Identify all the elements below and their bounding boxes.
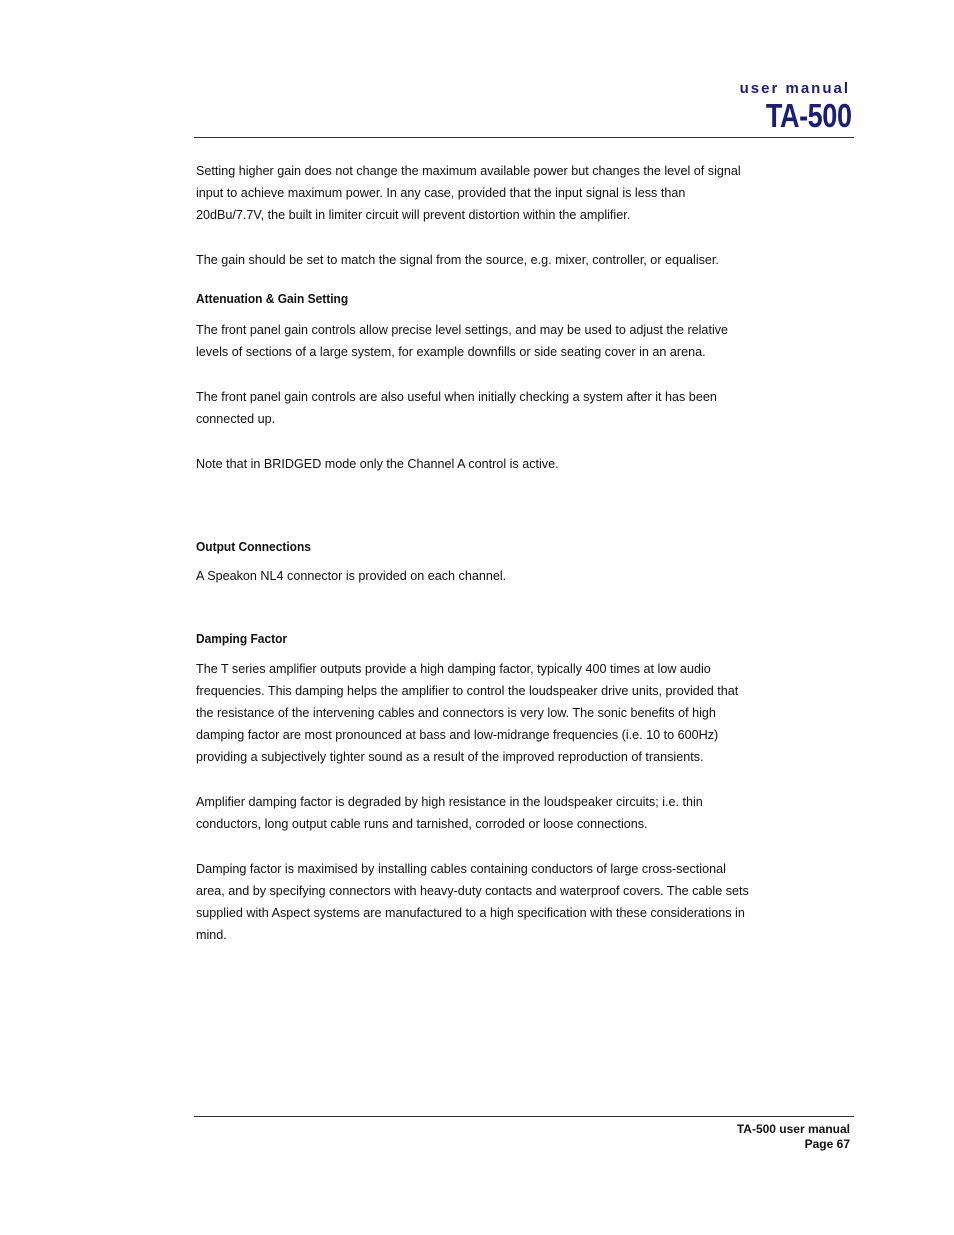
header-divider bbox=[194, 137, 854, 138]
footer bbox=[737, 1122, 850, 1152]
footer-divider bbox=[194, 1116, 854, 1117]
paragraph-damping-maximised: Damping factor is maximised by installing cables containing conductors of large cross-sectional area, and by specifying connectors with heavy-duty contacts and waterproof covers. The cable sets supplied with Aspect systems are manufactured to a high specification with these considerations in mind. bbox=[196, 862, 749, 942]
paragraph-bridged: Note that in BRIDGED mode only the Channel A control is active. bbox=[196, 457, 559, 471]
paragraph-gain-source: The gain should be set to match the signal from the source, e.g. mixer, controller, or equaliser. bbox=[196, 253, 719, 267]
paragraph-checking: The front panel gain controls are also useful when initially checking a system after it has been connected up. bbox=[196, 390, 717, 426]
page-content bbox=[196, 160, 756, 946]
paragraph-front-panel: The front panel gain controls allow precise level settings, and may be used to adjust the relative levels of sections of a large system, for example downfills or side seating cover in an arena. bbox=[196, 323, 729, 359]
header-subtitle: user manual bbox=[739, 80, 850, 97]
heading-attenuation: Attenuation & Gain Setting bbox=[196, 291, 349, 306]
footer-page-number: Page 67 bbox=[804, 1137, 850, 1151]
paragraph-damping-intro: The T series amplifier outputs provide a high damping factor, typically 400 times at low audio frequencies. This damping helps the amplifier to control the loudspeaker drive units, provided that the resistance of the intervening cables and connectors is very low. The sonic benefits of high damping factor are most pronounced at bass and low-midrange frequencies (i.e. 10 to 600Hz) providing a subjectively tighter sound as a result of the improved reproduction of transients. bbox=[196, 662, 739, 764]
heading-damping-factor: Damping Factor bbox=[196, 631, 288, 646]
paragraph-damping-degraded: Amplifier damping factor is degraded by high resistance in the loudspeaker circuits; i.e. thin conductors, long output cable runs and tarnished, corroded or loose connections. bbox=[196, 795, 703, 831]
heading-output-connections: Output Connections bbox=[196, 539, 311, 554]
footer-manual-name: TA-500 user manual bbox=[736, 1122, 850, 1136]
header-title: TA-500 bbox=[766, 97, 852, 134]
paragraph-gain-power: Setting higher gain does not change the maximum available power but changes the level of signal input to achieve maximum power. In any case, provided that the input signal is less than 20dBu/7.7V, the built in limiter circuit will prevent distortion within the amplifier. bbox=[196, 164, 741, 222]
paragraph-speakon: A Speakon NL4 connector is provided on each channel. bbox=[196, 569, 507, 583]
